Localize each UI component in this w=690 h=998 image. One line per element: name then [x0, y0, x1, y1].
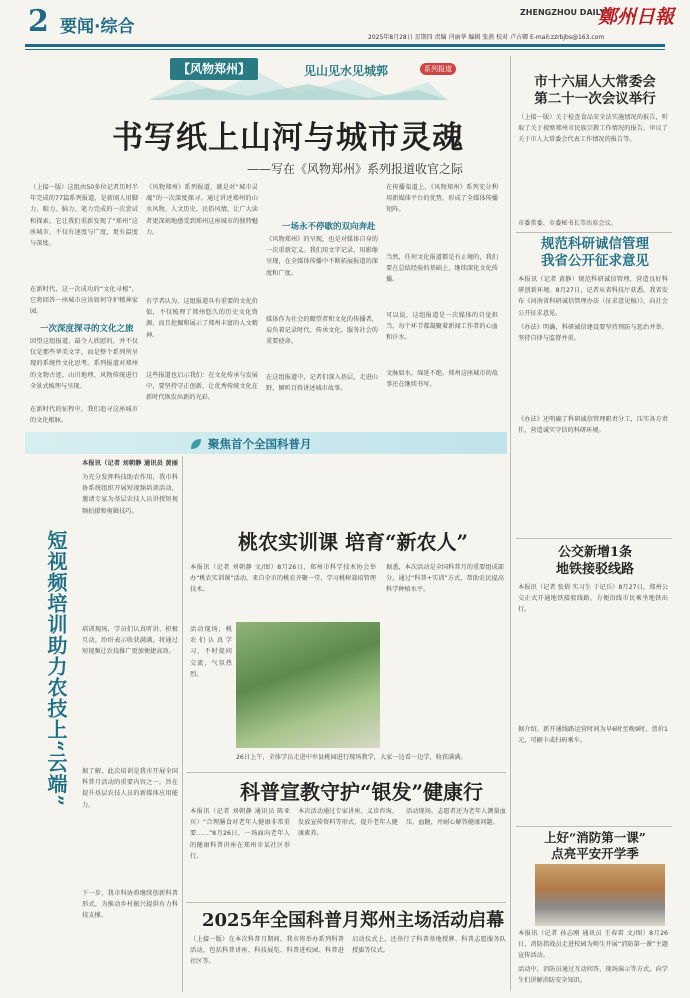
lead-headline: 书写纸上山河与城市灵魂	[112, 120, 464, 156]
lead-col4d: 文脉如水，绵延不绝。郑州这座城市的故事还在继续书写。	[386, 370, 498, 389]
silver-headline: 科普宣教守护“银发”健康行	[240, 780, 484, 804]
masthead-rule	[25, 44, 665, 47]
lead-col3c: 在这组报道中，记者们深入基层，走进山野，倾听百姓讲述城市故事。	[266, 374, 378, 393]
short-video-text-4: 下一步，我市科协将继续创新科普形式，为推动乡村振兴提供有力科技支撑。	[82, 890, 178, 920]
short-video-text-2: 培训现场，学员们认真听讲、积极互动，纷纷表示收获满满，将通过短视频让农技推广更加便捷高效。	[82, 626, 178, 656]
series-badge: 系列报道	[420, 63, 456, 75]
safety-text-2: 活动中，消防员通过互动问答、现场演示等方式，向学生们讲解消防安全知识。	[518, 966, 668, 985]
short-video-headline: 短视频培训助力农技上“云端”	[44, 530, 68, 808]
launch-headline: 2025年全国科普月郑州主场活动启幕	[202, 910, 505, 931]
divider	[182, 456, 183, 992]
page-number: 2	[28, 4, 49, 39]
lead-subhead-2: 一场永不停歇的双向奔赴	[282, 222, 376, 232]
bus-text-2: 据介绍，新开通线路运营时间为早6时至晚9时，票价1元，可刷卡或扫码乘车。	[518, 726, 668, 745]
series-tag: 【风物郑州】	[170, 58, 258, 80]
silver-text-2: 本次活动通过专家讲座、义诊咨询、发放宣传资料等形式，提升老年人健康素养。	[298, 808, 398, 838]
lead-col2: 《风物郑州》系列报道，就是对“城市灵魂”的一次深度探寻。通过讲述郑州的山水风物、人文历史、民俗风情，让广大读者更深刻地感受到郑州这座城市的独特魅力。	[146, 184, 258, 236]
lead-col3b: 媒体作为社会的瞭望者和文化的传播者，肩负着记录时代、传承文化、服务社会的重要使命。	[266, 316, 378, 346]
short-video-text: 为充分发挥科技助农作用，我市科协系统组织开展短视频培训活动，邀请专家为基层农技人员讲授短视频拍摄和剪辑技巧。	[82, 474, 178, 515]
launch-text-2: 启动仪式上，还举行了科普基地授牌、科普志愿服务队授旗等仪式。	[352, 936, 506, 955]
safety-headline: 上好“消防第一课” 点亮平安开学季	[544, 830, 646, 861]
congress-text: （上接一版）关于检查食品安全法实施情况的报告，听取了关于视察郑州市民族宗教工作情况的报告，审议了关于市人大常委会代表工作情况的报告等。	[518, 114, 668, 144]
paper-name-en: ZHENGZHOU DAILY	[520, 8, 606, 17]
farm-text-4: 26日上午，全体学员走进中牟县桃园进行现场教学，大家一边看一边学，收获满满。	[236, 754, 467, 761]
leaf-icon	[190, 438, 202, 450]
farm-headline: 桃农实训课 培育“新农人”	[238, 530, 468, 554]
rules-headline: 规范科研诚信管理 我省公开征求意见	[541, 236, 649, 269]
launch-text: （上接一版）在本次科普月期间，我市将举办系列科普活动，包括科普讲座、科技展览、科普进校园、科普进社区等。	[190, 936, 344, 966]
lead-col4b: 当然，任何文化报道都是有止境的，我们要在总结经验的基础上，继续深化文化传播。	[386, 254, 498, 284]
divider	[516, 538, 672, 539]
series-subtitle: 见山见水见城郭	[304, 64, 389, 78]
lead-col1d: 在新时代的征程中，我们追寻这座城市的文化根脉。	[30, 406, 138, 425]
divider	[516, 232, 672, 233]
divider	[186, 772, 506, 773]
lead-col4: 在传播渠道上，《风物郑州》系列充分利用新媒体平台的优势，形成了全媒体传播矩阵。	[386, 184, 498, 214]
lead-col2b: 有学者认为，这组报道具有重要的文化价值，不仅梳理了郑州悠久的历史文化资源，而且挖掘和展示了郑州丰富的人文精神。	[146, 298, 258, 339]
safety-text: 本报讯（记者 孙志刚 通讯员 王春雷 文/图）8月26日，消防指战员走进校园为师生开展“消防第一课”主题宣传活动。	[518, 930, 668, 960]
bus-headline: 公交新增1条 地铁接驳线路	[555, 545, 634, 577]
farm-text-3: 据悉，本次活动是全国科普月的重要组成部分，通过“科普+实训”方式，帮助农民提高科学种植水平。	[386, 564, 504, 594]
lead-col3: 《风物郑州》的呈现，也是对媒体自身的一次重新定义。我们用文字记录，用影像呈现，在全媒体传播中不断拓展报道的深度和广度。	[266, 236, 378, 277]
lead-col4c: 可以说，这组报道是一次媒体的自觉担当，每个环节都凝聚着新闻工作者的心血和汗水。	[386, 312, 498, 342]
rules-text: 本报讯（记者 黄静）规范科研诚信管理，营造良好科研创新环境。8月27日，记者从省科技厅获悉，我省发布《河南省科研诚信管理办法（征求意见稿）》，向社会公开征求意见。	[518, 276, 668, 317]
bus-text: 本报讯（记者 张倩 实习生 于记兵）8月27日，郑州公交正式开通地铁接驳线路，方便沿线市民乘坐地铁出行。	[518, 584, 668, 614]
rules-text-2: 《办法》明确，科研诚信建设要坚持预防与惩治并举，坚持自律与监督并重。	[518, 324, 668, 343]
short-video-byline: 本报讯（记者 刘朝静 通讯员 黄丽	[82, 460, 178, 467]
peach-orchard-photo	[236, 622, 380, 748]
right-column-divider	[510, 56, 511, 991]
lead-subhead: ——写在《风物郑州》系列报道收官之际	[247, 162, 464, 176]
lead-subhead-1: 一次深度探寻的文化之旅	[40, 324, 134, 334]
divider	[186, 902, 506, 903]
lead-col1b: 在新时代，这一次成功的“文化寻根”，它将回答一座城市应该如何守护精神家园。	[30, 286, 138, 316]
lead-col1: （上接一版）这组由50多位记者历时半年完成的77篇系列报道，是新闻人用脚力、眼力、脑力、笔力完成的一次尝试和探索。它让我们重新发现了“郑州”这座城市，不仅有速度与广度，更有温度与深度。	[30, 184, 138, 248]
lead-col2c: 这些报道也启示我们：在文化传承与发展中，要坚持守正创新，让优秀传统文化在新时代焕发出新的光彩。	[146, 372, 258, 402]
masthead-rule-thin	[25, 49, 665, 50]
silver-text-3: 活动现场，志愿者还为老年人测量血压、血糖，并耐心解答健康问题。	[406, 808, 506, 827]
focus-title: 聚焦首个全国科普月	[208, 437, 312, 451]
farm-text: 本报讯（记者 刘朝静 文/图）8月26日，郑州市科学技术协会举办“桃农实训课”活动，来自全市的桃农齐聚一堂，学习桃树栽培管理技术。	[190, 564, 376, 594]
edit-line: 2025年8月28日 星期四 责编 闫丽华 编辑 张燕 校对 卢占卿 E-mail:zzrbjbs@163.com	[368, 34, 605, 41]
section-name: 要闻·综合	[60, 17, 135, 37]
paper-logo: 鄭州日報	[598, 6, 675, 28]
safety-photo	[535, 864, 665, 926]
farm-text-2: 活动现场，桃农们认真学习，不时提问交流，气氛热烈。	[190, 626, 232, 678]
divider	[516, 826, 672, 827]
lead-col1c: 回望这组报道，最令人欣慰的，并不仅仅是那些华美文字，而是整个系列所呈现的系统性文化思考。系列报道对郑州的文物古迹、山川地理、风物传统进行全景式梳理与呈现。	[30, 338, 138, 390]
congress-headline: 市十六届人大常委会 第二十一次会议举行	[534, 74, 656, 107]
silver-text: 本报讯（记者 刘朝静 通讯员 陈亚宾）“合理膳食对老年人健康非常重要……”8月26日，一场面向老年人的健康科普讲座在郑州市某社区举行。	[190, 808, 290, 860]
congress-text-2: 市委常委、市委秘书长等出席会议。	[518, 220, 617, 227]
rules-text-3: 《办法》还明确了科研诚信管理职责分工，压实各方责任，营造诚实守信的科研环境。	[518, 416, 668, 435]
short-video-text-3: 据了解，此次培训是我市开展全国科普月活动的重要内容之一，旨在提升基层农技人员的新媒体应用能力。	[82, 768, 178, 809]
